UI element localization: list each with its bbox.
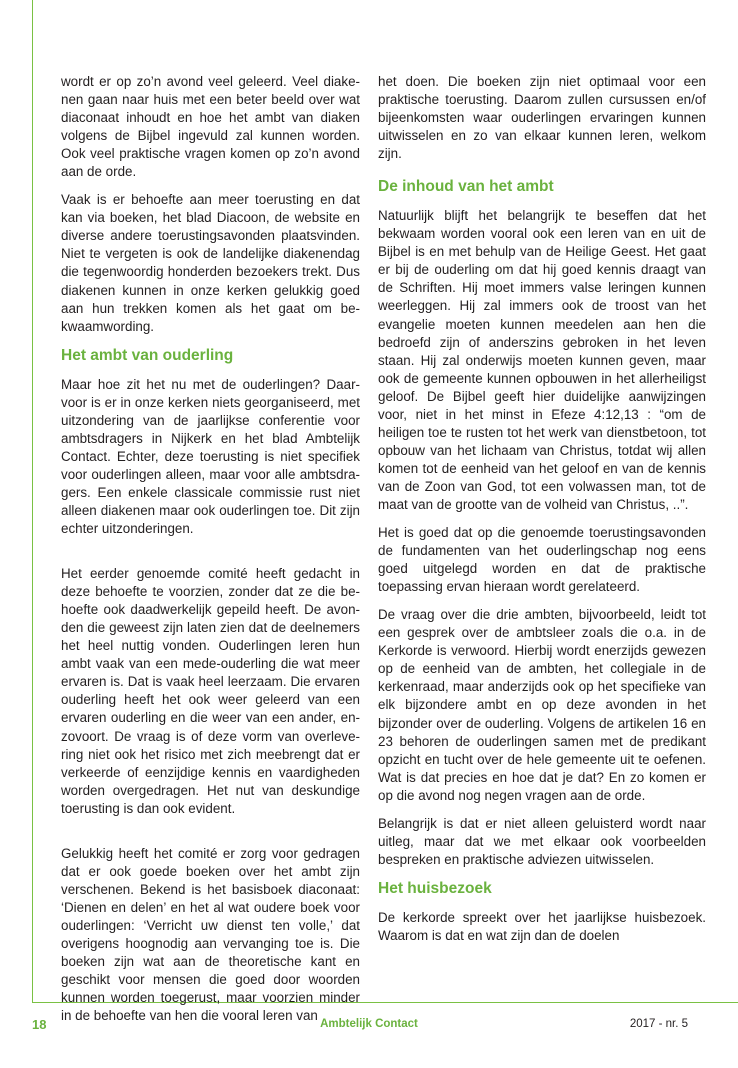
page-number: 18 (32, 1017, 47, 1032)
paragraph: wordt er op zo’n avond veel geleerd. Veel diakenen gaan naar huis met een beter beeld over wat diaconaat inhoudt en hoe het ambt van diaken volgens de Bijbel ingevuld zal kunnen worden. Ook veel praktische vragen komen op zo’n avond aan de orde. (61, 74, 360, 180)
paragraph: Het eerder genoemde comité heeft gedacht in deze behoefte te voorzien, zonder dat ze die behoefte ook daadwerkelijk gepeild heeft. De avonden die geweest zijn laten zien dat de deelnemers het heel nuttig vonden. Ouderlingen leren hun ambt vaak van een mede-ouderling die wat meer ervaren is. Dat is vaak heel leerzaam. Die ervaren ouderling heeft het ook weer geleerd van een ervaren ouderling en die weer van een ander, enzovoort. De vraag is of deze vorm van overlevering niet ook het risico met zich meebrengt dat er verkeerde of eenzijdige kennis en vaardigheden worden overgedragen. Het nut van deskundige toerusting is dan ook evident. (61, 566, 360, 816)
paragraph: Gelukkig heeft het comité er zorg voor gedragen dat er ook goede boeken over het ambt zijn verschenen. Bekend is het basisboek diaconaat: ‘Dienen en delen’ en het al wat oudere boek voor ouderlingen: ‘Verricht uw dienst ten volle,’ dat overigens hoognodig aan vervanging toe is. Die boeken zijn wat aan de theoretische kant en geschikt voor mensen die goed door woorden kunnen worden toegerust, maar voorzien minder in de behoefte van hen die vooral leren van (61, 845, 360, 1024)
page-footer (0, 1017, 738, 1037)
section-heading-inhoud-van-het-ambt: De inhoud van het ambt (378, 178, 554, 196)
paragraph: De vraag over die drie ambten, bijvoorbeeld, leidt tot een gesprek over de ambtsleer zoals die o.a. in de Kerkorde is verwoord. Hierbij wordt enerzijds gewezen op de eenheid van de ambten, het collegiale in de kerkenraad, maar anderzijds ook op het specifieke van elk bijzondere ambt en op deze avonden in het bijzonder over de ouderling. Volgens de artikelen 16 en 23 behoren de ouderlingen samen met de predikant opzicht en tucht over de hele gemeente uit te oefenen. Wat is dat precies en hoe dat je dat? En zo komen er op die avond nog negen vragen aan de orde. (378, 607, 706, 803)
issue-label: 2017 - nr. 5 (629, 1018, 688, 1030)
section-heading-huisbezoek: Het huisbezoek (378, 879, 492, 897)
paragraph: Het is goed dat op die genoemde toerustingsavonden de fundamenten van het ouderlingschap nog eens goed uitgelegd worden en dat de praktische toepassing ervan hieraan wordt gerelateerd. (378, 525, 706, 595)
margin-rule-vertical (32, 0, 33, 1003)
right-column (378, 73, 706, 955)
paragraph: De kerkorde spreekt over het jaarlijkse huisbezoek. Waarom is dat en wat zijn dan de doelen (378, 909, 706, 943)
magazine-title: Ambtelijk Contact (320, 1018, 418, 1030)
section-heading-ambt-van-ouderling: Het ambt van ouderling (61, 346, 234, 364)
left-column (61, 73, 360, 1035)
paragraph: Belangrijk is dat er niet alleen geluisterd wordt naar uitleg, maar dat we met elkaar ook voorbeelden bespreken en praktische adviezen uitwisselen. (378, 815, 706, 867)
paragraph: Vaak is er behoefte aan meer toerusting en dat kan via boeken, het blad Diacoon, de website en diverse andere toerustingsavonden plaatsvinden. Niet te vergeten is ook de landelijke diakenendag die tegenwoordig honderden bezoekers trekt. Dus diakenen kunnen in onze kerken gelukkig goed aan hun trekken komen als het gaat om bekwaamwording. (61, 192, 360, 334)
paragraph: het doen. Die boeken zijn niet optimaal voor een praktische toerusting. Daarom zullen cursussen en/of bijeenkomsten waar ouderlingen ervaringen kunnen uitwisselen en zo van elkaar kunnen leren, welkom zijn. (378, 74, 706, 162)
paragraph: Natuurlijk blijft het belangrijk te beseffen dat het bekwaam worden vooral ook een leren van en uit de Bijbel is en met behulp van de Heilige Geest. Het gaat er bij de ouderling om dat hij goed kennis draagt van de Schriften. Hij moet immers valse leringen kunnen weerleggen. Hij zal immers ook de troost van het evangelie moeten kunnen meedelen aan hen die bedroefd zijn of anderszins gebroken in het leven staan. Hij zal onderwijs moeten kunnen geven, maar ook de gemeente kunnen opbouwen in het allerheiligst geloof. De Bijbel geeft hier duidelijke aanwijzingen voor, niet in het minst in Efeze 4:12,13 : “om de heiligen toe te rusten tot het werk van dienstbetoon, tot opbouw van het lichaam van Christus, totdat wij allen komen tot de eenheid van het geloof en van de kennis van de Zoon van God, tot een volwassen man, tot de maat van de grootte van de volheid van Christus, ..”. (378, 208, 706, 512)
paragraph: Maar hoe zit het nu met de ouderlingen? Daarvoor is er in onze kerken niets georganiseerd, met uitzondering van de jaarlijkse conferentie voor ambtsdragers in Nijkerk en het blad Ambtelijk Contact. Echter, deze toerusting is niet specifiek voor ouderlingen alleen, maar voor alle ambtsdragers. Een enkele classicale commissie rust niet alleen diakenen maar ook ouderlingen toe. Dit zijn echter uitzonderingen. (61, 376, 360, 537)
